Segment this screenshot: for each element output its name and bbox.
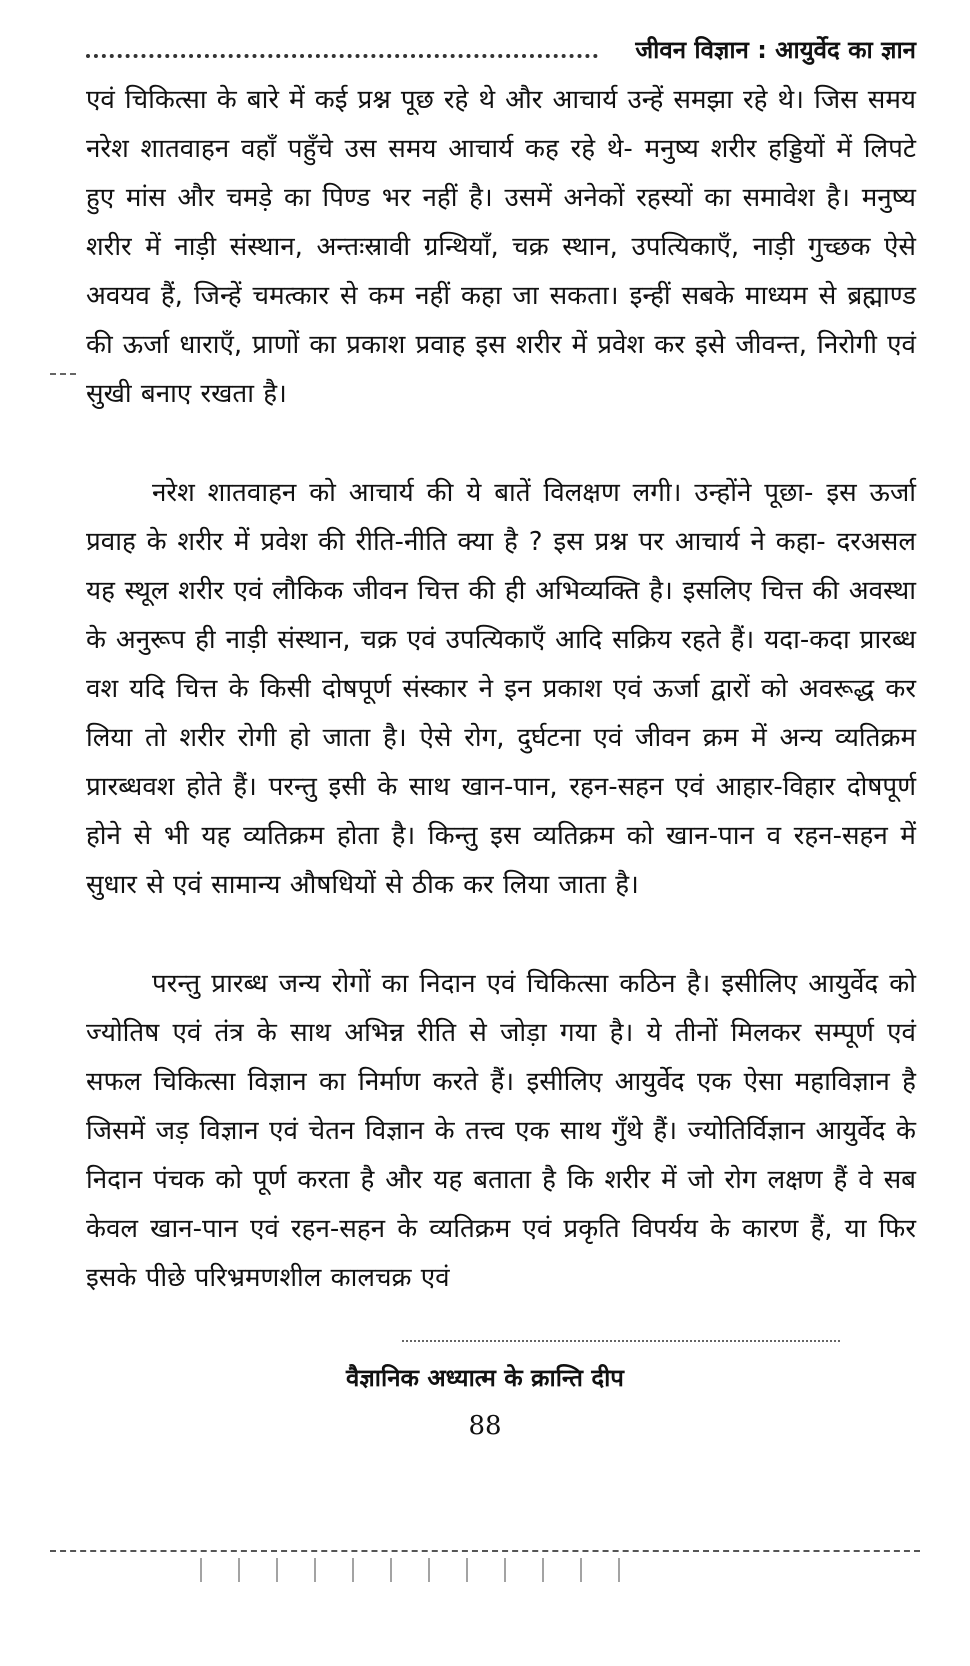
running-title: जीवन विज्ञान : आयुर्वेद का ज्ञान (635, 36, 916, 64)
paragraph-1: एवं चिकित्सा के बारे में कई प्रश्न पूछ रहे थे और आचार्य उन्हें समझा रहे थे। जिस समय नरेश शातवाहन वहाँ पहुँचे उस समय आचार्य कह रहे थे- मनुष्य शरीर हड्डियों में लिपटे हुए मांस और चमड़े का पिण्ड भर नहीं है। उसमें अनेकों रहस्यों का समावेश है। मनुष्य शरीर में नाड़ी संस्थान, अन्तःस्रावी ग्रन्थियाँ, चक्र स्थान, उपत्यिकाएँ, नाड़ी गुच्छक ऐसे अवयव हैं, जिन्हें चमत्कार से कम नहीं कहा जा सकता। इन्हीं सबके माध्यम से ब्रह्माण्ड की ऊर्जा धाराएँ, प्राणों का प्रकाश प्रवाह इस शरीर में प्रवेश कर इसे जीवन्त, निरोगी एवं सुखी बनाए रखता है। (86, 85, 916, 409)
page-body (86, 76, 916, 1353)
footer-dotted-rule (402, 1340, 840, 1342)
paragraph-2: नरेश शातवाहन को आचार्य की ये बातें विलक्षण लगी। उन्होंने पूछा- इस ऊर्जा प्रवाह के शरीर में प्रवेश की रीति-नीति क्या है ? इस प्रश्न पर आचार्य ने कहा- दरअसल यह स्थूल शरीर एवं लौकिक जीवन चित्त की ही अभिव्यक्ति है। इसलिए चित्त की अवस्था के अनुरूप ही नाड़ी संस्थान, चक्र एवं उपत्यिकाएँ आदि सक्रिय रहते हैं। यदा-कदा प्रारब्ध वश यदि चित्त के किसी दोषपूर्ण संस्कार ने इन प्रकाश एवं ऊर्जा द्वारों को अवरूद्ध कर लिया तो शरीर रोगी हो जाता है। ऐसे रोग, दुर्घटना एवं जीवन क्रम में अन्य व्यतिक्रम प्रारब्धवश होते हैं। परन्तु इसी के साथ खान-पान, रहन-सहन एवं आहार-विहार दोषपूर्ण होने से भी यह व्यतिक्रम होता है। किन्तु इस व्यतिक्रम को खान-पान व रहन-सहन में सुधार से एवं सामान्य औषधियों से ठीक कर लिया जाता है। (86, 478, 916, 900)
header-dotted-leader (86, 54, 598, 58)
margin-scan-mark (50, 373, 76, 375)
page-number: 88 (468, 1411, 502, 1441)
footer-book-title: वैज्ञानिक अध्यात्म के क्रान्ति दीप (346, 1364, 624, 1392)
running-header (86, 30, 916, 70)
scan-artifact-line (50, 1550, 920, 1552)
scan-artifact-ticks (200, 1558, 650, 1582)
paragraph-3: परन्तु प्रारब्ध जन्य रोगों का निदान एवं चिकित्सा कठिन है। इसीलिए आयुर्वेद को ज्योतिष एवं तंत्र के साथ अभिन्न रीति से जोड़ा गया है। ये तीनों मिलकर सम्पूर्ण एवं सफल चिकित्सा विज्ञान का निर्माण करते हैं। इसीलिए आयुर्वेद एक ऐसा महाविज्ञान है जिसमें जड़ विज्ञान एवं चेतन विज्ञान के तत्त्व एक साथ गुँथे हैं। ज्योतिर्विज्ञान आयुर्वेद के निदान पंचक को पूर्ण करता है और यह बताता है कि शरीर में जो रोग लक्षण हैं वे सब केवल खान-पान एवं रहन-सहन के व्यतिक्रम एवं प्रकृति विपर्यय के कारण हैं, या फिर इसके पीछे परिभ्रमणशील कालचक्र एवं (86, 969, 916, 1293)
